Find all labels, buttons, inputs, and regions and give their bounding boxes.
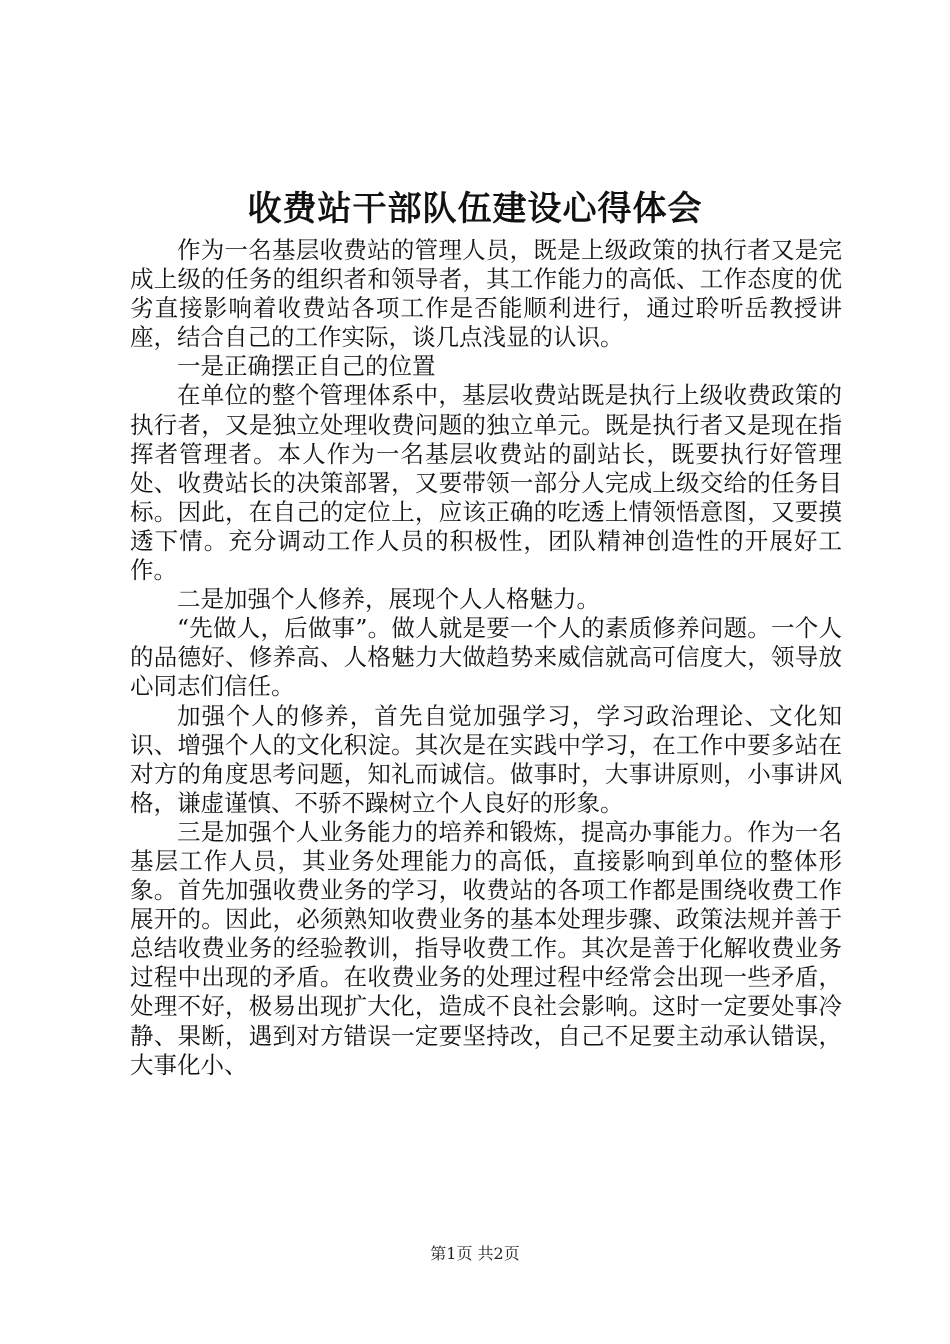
paragraph-section-3: 三是加强个人业务能力的培养和锻炼，提高办事能力。作为一名基层工作人员，其业务处理能力的高低，直接影响到单位的整体形象。首先加强收费业务的学习，收费站的各项工作都是围绕收费工作展开的。因此，必须熟知收费业务的基本处理步骤、政策法规并善于总结收费业务的经验教训，指导收费工作。其次是善于化解收费业务过程中出现的矛盾。在收费业务的处理过程中经常会出现一些矛盾，处理不好，极易出现扩大化，造成不良社会影响。这时一定要处事冷静、果断，遇到对方错误一定要坚持改，自己不足要主动承认错误，大事化小、 [130, 817, 842, 1079]
paragraph-intro: 作为一名基层收费站的管理人员，既是上级政策的执行者又是完成上级的任务的组织者和领导者，其工作能力的高低、工作态度的优劣直接影响着收费站各项工作是否能顺利进行，通过聆听岳教授讲座，结合自己的工作实际，谈几点浅显的认识。 [130, 236, 842, 352]
paragraph-section-2b: 加强个人的修养，首先自觉加强学习，学习政治理论、文化知识、增强个人的文化积淀。其次是在实践中学习，在工作中要多站在对方的角度思考问题，知礼而诚信。做事时，大事讲原则，小事讲风格，谦虚谨慎、不骄不躁树立个人良好的形象。 [130, 701, 842, 817]
section-heading-1: 一是正确摆正自己的位置 [177, 352, 436, 381]
section-heading-2: 二是加强个人修养，展现个人人格魅力。 [177, 585, 600, 614]
page-footer: 第1页 共2页 [430, 1244, 520, 1263]
paragraph-section-1: 在单位的整个管理体系中，基层收费站既是执行上级收费政策的执行者，又是独立处理收费问题的独立单元。既是执行者又是现在指挥者管理者。本人作为一名基层收费站的副站长，既要执行好管理处、收费站长的决策部署，又要带领一部分人完成上级交给的任务目标。因此，在自己的定位上，应该正确的吃透上情领悟意图，又要摸透下情。充分调动工作人员的积极性，团队精神创造性的开展好工作。 [130, 381, 842, 585]
paragraph-section-2a: “先做人，后做事”。做人就是要一个人的素质修养问题。一个人的品德好、修养高、人格魅力大做趋势来威信就高可信度大，领导放心同志们信任。 [130, 614, 842, 701]
document-title: 收费站干部队伍建设心得体会 [247, 189, 703, 229]
document-body [130, 236, 842, 1080]
